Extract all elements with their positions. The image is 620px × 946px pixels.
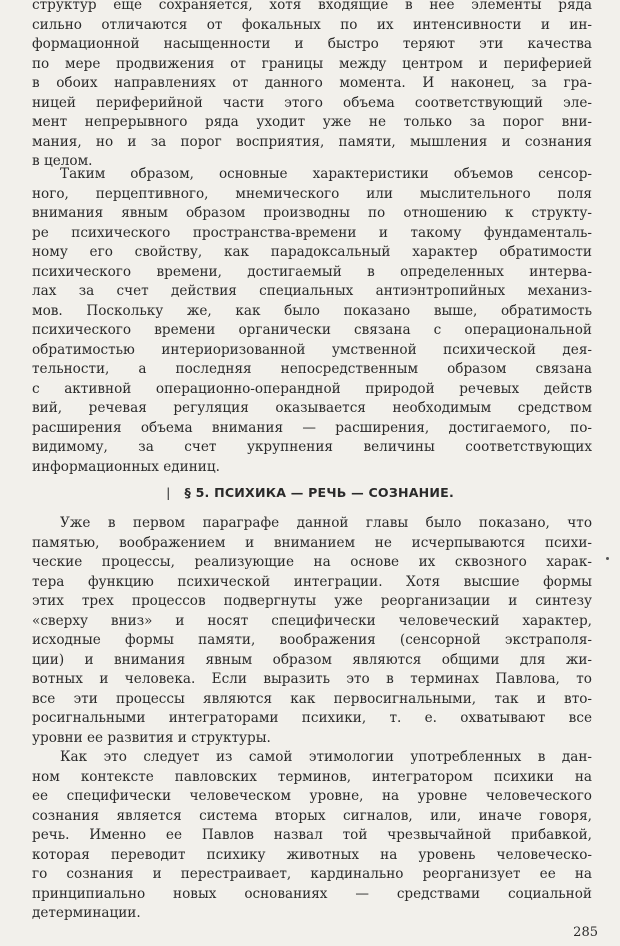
text-line: психического времени органически связана с операциональной [32,322,592,338]
text-line: расширения объема внимания — расширения, достигаемого, по- [32,419,592,436]
text-line: мент непрерывного ряда уходит уже не только за порог вни- [32,114,592,130]
text-line: в целом. [32,153,93,169]
text-line: ции) и внимания явным образом являются общими для жи- [32,651,592,668]
section-heading-text: § 5. ПСИХИКА — РЕЧЬ — СОЗНАНИЕ. [184,485,454,500]
paragraph-1 [32,0,592,172]
text-line: в обоих направлениях от данного момента. И наконец, за гра- [32,75,592,91]
text-line: мов. Поскольку же, как было показано выше, обратимость [32,302,592,319]
text-line: с активной операционно-операндной природой речевых действ [32,380,592,397]
text-line: «сверху вниз» и носят специфически человеческий характер, [32,612,592,629]
text-line: ном контексте павловских терминов, интегратором психики на [32,768,592,785]
text-line: внимания явным образом производны по отношению к структу- [32,205,592,221]
text-line: вий, речевая регуляция оказывается необходимым средством [32,400,592,416]
text-line: памятью, воображением и вниманием не исчерпываются психи- [32,534,592,551]
text-line: ного, перцептивного, мнемического или мыслительного поля [32,185,592,202]
text-line: ческие процессы, реализующие на основе их сквозного харак- [32,554,592,570]
text-line: формационной насыщенности и быстро теряют эти качества [32,36,592,52]
text-line: Таким образом, основные характеристики объемов сенсор- [60,166,592,182]
text-line: сильно отличаются от фокальных по их интенсивности и ин- [32,16,592,33]
text-line: структур еще сохраняется, хотя входящие в нее элементы ряда [32,0,592,13]
text-line: по мере продвижения от границы между центром и периферией [32,55,592,72]
text-line: Уже в первом параграфе данной главы было показано, что [60,515,592,531]
text-line: все эти процессы являются как первосигнальными, так и вто- [32,690,592,707]
print-speck [606,557,609,560]
text-line: ницей периферийной части этого объема соответствующий элe- [32,94,592,111]
section-heading [0,485,620,500]
text-line: психического времени, достигаемый в определенных интерва- [32,263,592,280]
text-line: лах за счет действия специальных антиэнтропийных механиз- [32,283,592,299]
text-line: ее специфически человеческом уровне, на уровне человеческого [32,788,592,804]
text-line: вотных и человека. Если выразить это в терминах Павлова, то [32,671,592,687]
text-line: тера функцию психической интеграции. Хотя высшие формы [32,573,592,590]
text-line: речь. Именно ее Павлов назвал той чрезвычайной прибавкой, [32,827,592,843]
text-line: тельности, а последняя непосредственным образом связана [32,361,592,377]
text-line: го сознания и перестраивает, кардинально реорганизует ее на [32,866,592,882]
paragraph-2 [32,165,592,477]
text-line: детерминации. [32,905,141,921]
section-bar: | [166,485,171,500]
text-line: Как это следует из самой этимологии употребленных в дан- [60,749,592,765]
text-line: видимому, за счет укрупнения величины соответствующих [32,439,592,455]
paragraph-3 [32,514,592,748]
page-number: 285 [573,925,598,940]
text-line: сознания является система вторых сигналов, или, иначе говоря, [32,807,592,824]
text-line: уровни ее развития и структуры. [32,729,271,746]
text-line: исходные формы памяти, воображения (сенсорной экстраполя- [32,632,592,648]
text-line: ре психического пространства-времени и такому фундаменталь- [32,224,592,241]
text-line: росигнальными интеграторами психики, т. е. охватывают все [32,710,592,726]
text-line: информационных единиц. [32,458,220,475]
text-line: ному его свойству, как парадоксальный характер обратимости [32,244,592,260]
text-line: мания, но и за порог восприятия, памяти, мышления и сознания [32,133,592,150]
paragraph-4 [32,748,592,924]
text-line: этих трех процессов подвергнуты уже реорганизации и синтезу [32,593,592,609]
text-line: принципиально новых основаниях — средствами социальной [32,885,592,902]
text-line: которая переводит психику животных на уровень человеческо- [32,846,592,863]
text-line: обратимостью интериоризованной умственной психической дея- [32,341,592,358]
